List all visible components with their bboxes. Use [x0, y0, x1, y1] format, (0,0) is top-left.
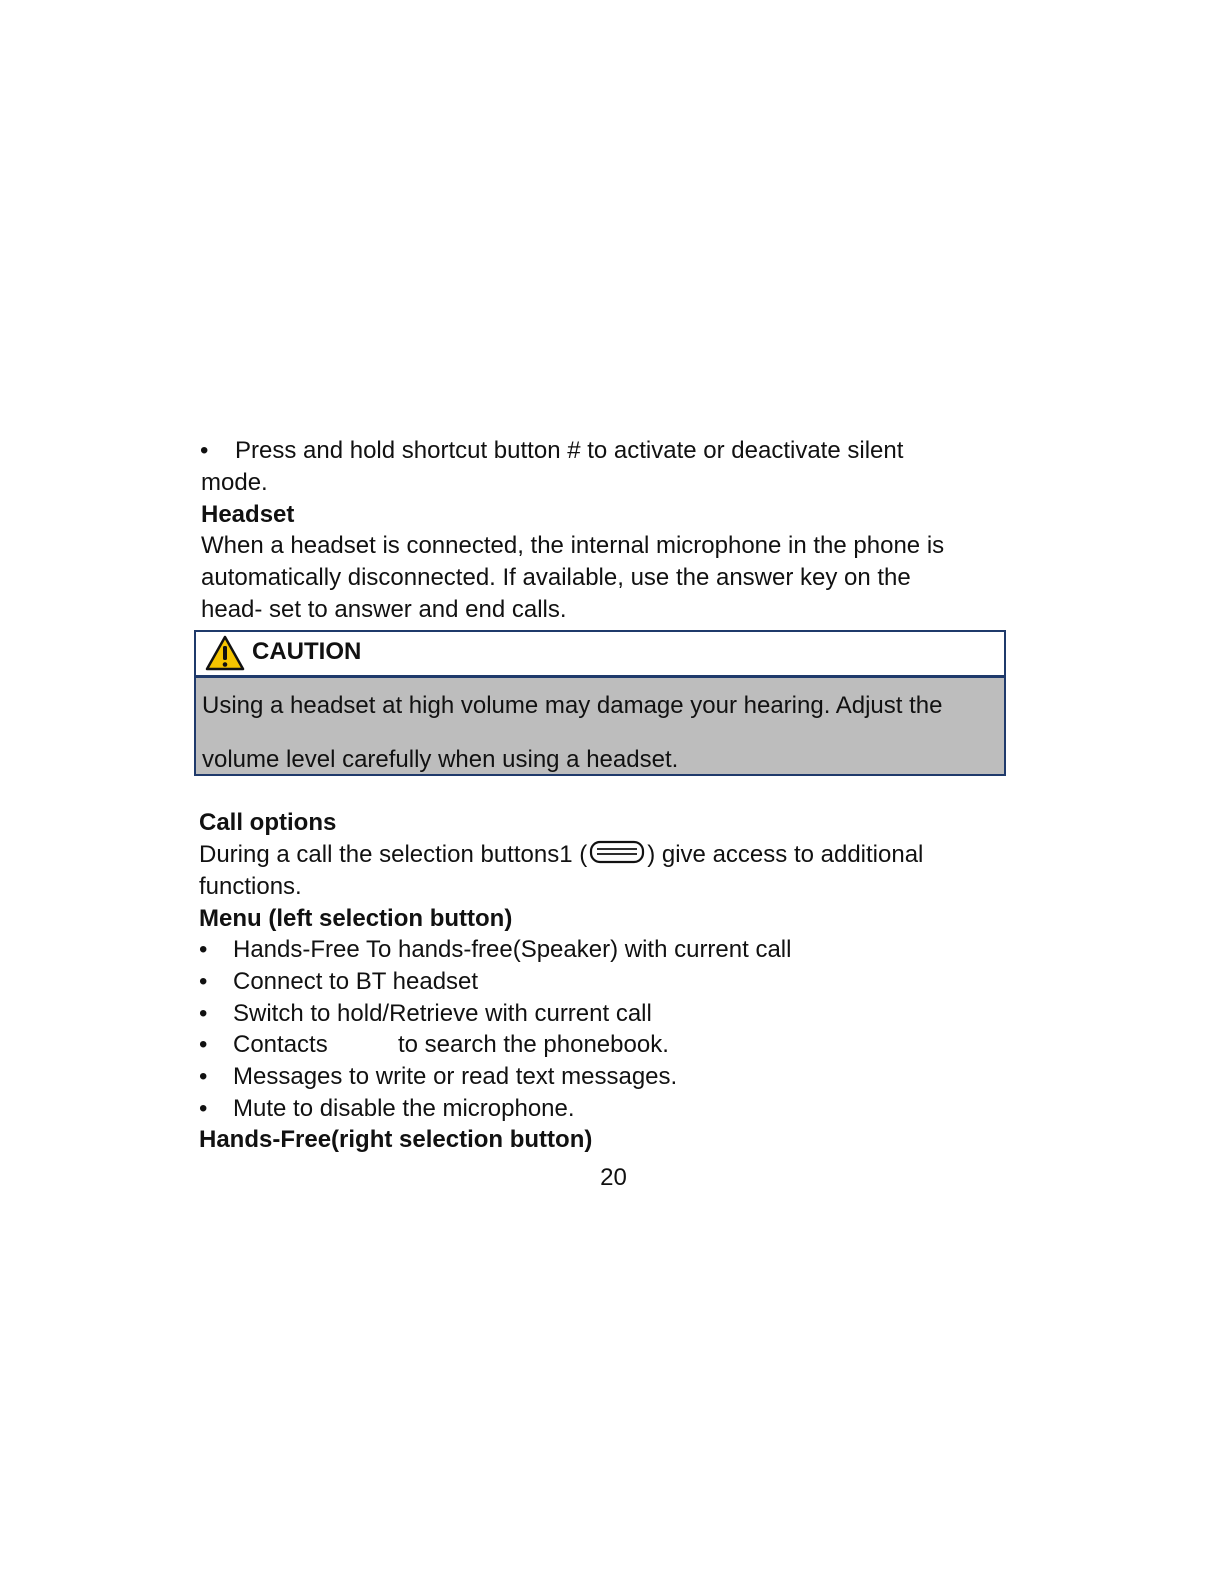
menu-item: Switch to hold/Retrieve with current call [233, 1000, 652, 1027]
caution-text-line2: volume level carefully when using a headset. [202, 746, 679, 773]
bullet-dot: • [199, 1063, 208, 1090]
headset-para-line3: head- set to answer and end calls. [201, 596, 567, 623]
menu-item: Hands-Free To hands-free(Speaker) with current call [233, 936, 792, 963]
headset-heading: Headset [201, 501, 295, 528]
bullet-dot: • [199, 968, 208, 995]
page-number: 20 [600, 1164, 627, 1191]
bullet-dot: • [199, 1031, 208, 1058]
intro-bullet-line1: Press and hold shortcut button # to activate or deactivate silent [235, 437, 904, 464]
caution-text-line1: Using a headset at high volume may damage your hearing. Adjust the [202, 692, 943, 719]
call-options-heading: Call options [199, 809, 337, 836]
menu-item: Messages to write or read text messages. [233, 1063, 678, 1090]
call-options-line2: functions. [199, 873, 302, 900]
menu-item: Mute to disable the microphone. [233, 1095, 575, 1122]
handsfree-heading: Hands-Free(right selection button) [199, 1126, 593, 1153]
bullet-dot: • [199, 936, 208, 963]
bullet-dot: • [199, 1095, 208, 1122]
headset-para-line1: When a headset is connected, the internal microphone in the phone is [201, 532, 945, 559]
bullet-dot: • [200, 437, 209, 464]
menu-item: Connect to BT headset [233, 968, 479, 995]
menu-item-contacts-desc: to search the phonebook. [398, 1031, 669, 1058]
caution-header [196, 632, 1004, 678]
bullet-dot: • [199, 1000, 208, 1027]
call-options-line1 [199, 840, 923, 870]
caution-box [194, 630, 1006, 776]
call-options-text-before: During a call the selection buttons1 ( [199, 841, 588, 868]
selection-button-icon [589, 840, 645, 866]
warning-triangle-icon [205, 635, 245, 671]
caution-title: CAUTION [252, 638, 362, 665]
headset-para-line2: automatically disconnected. If available, use the answer key on the [201, 564, 911, 591]
menu-item: Contacts [233, 1031, 328, 1058]
call-options-text-after: ) give access to additional [647, 841, 924, 868]
menu-heading: Menu (left selection button) [199, 905, 513, 932]
intro-bullet-line2: mode. [201, 469, 268, 496]
